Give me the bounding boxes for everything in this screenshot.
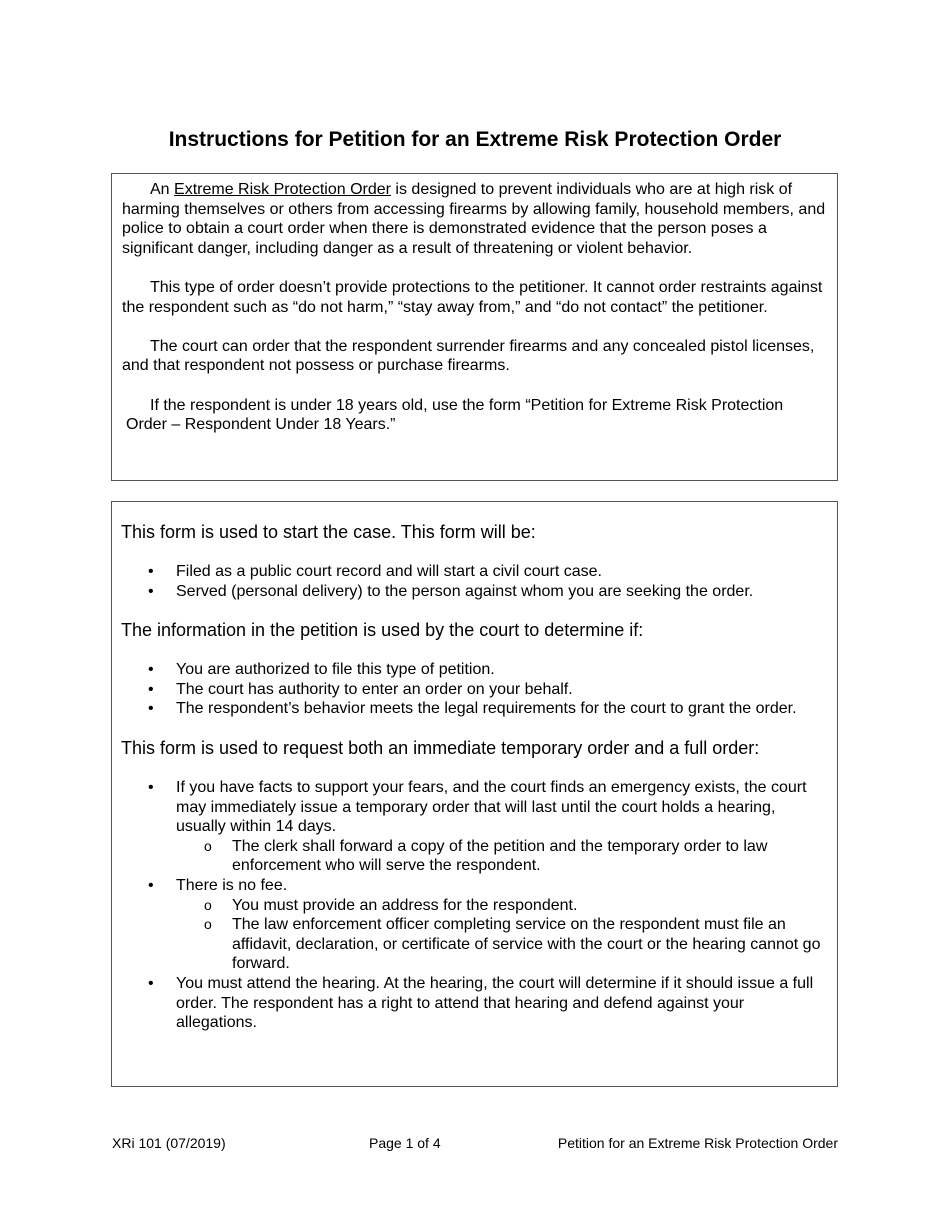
section3-list: [121, 778, 827, 1033]
section1-list: [121, 562, 827, 601]
list-item: • You are authorized to file this type of petition.: [121, 660, 827, 680]
list-item-text: There is no fee.: [176, 876, 288, 894]
page-title: Instructions for Petition for an Extreme Risk Protection Order: [168, 128, 782, 151]
list-item: • Filed as a public court record and will start a civil court case.: [121, 562, 827, 582]
intro-box: [111, 173, 838, 481]
instructions-box: [111, 501, 838, 1087]
list-item: • Served (personal delivery) to the person against whom you are seeking the order.: [121, 582, 827, 602]
sublist: [176, 837, 827, 876]
footer-page-number: Page 1 of 4: [369, 1135, 441, 1151]
footer-form-name: Petition for an Extreme Risk Protection Order: [557, 1135, 838, 1151]
list-item: • The court has authority to enter an order on your behalf.: [121, 680, 827, 700]
intro-paragraph-1: [122, 180, 827, 258]
sublist-item: o The clerk shall forward a copy of the petition and the temporary order to law enforcement who will serve the respondent.: [176, 837, 827, 876]
sublist: [176, 896, 827, 974]
list-item: • You must attend the hearing. At the hearing, the court will determine if it should issue a full order. The respondent has a right to attend that hearing and defend against your allegations.: [121, 974, 827, 1033]
list-item-text: If you have facts to support your fears, and the court finds an emergency exists, the court may immediately issue a temporary order that will last until the court holds a hearing, usually within 14 days.: [176, 778, 807, 836]
footer-form-id: XRi 101 (07/2019): [112, 1135, 226, 1151]
sublist-item: o The law enforcement officer completing service on the respondent must file an affidavit, declaration, or certificate of service with the court or the hearing cannot go forward.: [176, 915, 827, 974]
section3-heading: This form is used to request both an immediate temporary order and a full order:: [121, 737, 760, 758]
intro-text: An: [150, 181, 175, 198]
section2-heading: The information in the petition is used by the court to determine if:: [121, 620, 644, 641]
list-item: [121, 876, 827, 974]
intro-paragraph-3: The court can order that the respondent surrender firearms and any concealed pistol licenses, and that respondent not possess or purchase firearms.: [122, 337, 815, 375]
section2-list: [121, 660, 827, 719]
list-item: • The respondent’s behavior meets the legal requirements for the court to grant the order.: [121, 699, 827, 719]
intro-paragraph-2: This type of order doesn’t provide protections to the petitioner. It cannot order restraints against the respondent such as “do not harm,” “stay away from,” and “do not contact” the petitioner.: [122, 278, 823, 316]
intro-text: is designed to prevent individuals who are at high risk of harming themselves or others from accessing firearms by allowing family, household members, and police to obtain a court order when there is demonstrated evidence that the person poses a significant danger, including danger as a result of threatening or violent behavior.: [122, 181, 826, 257]
sublist-item: o You must provide an address for the respondent.: [176, 896, 827, 916]
section1-heading: This form is used to start the case. This form will be:: [121, 522, 536, 542]
list-item: [121, 778, 827, 876]
erpo-link[interactable]: Extreme Risk Protection Order: [174, 181, 391, 198]
intro-paragraph-4: If the respondent is under 18 years old, use the form “Petition for Extreme Risk Protection Order – Respondent Under 18 Years.”: [126, 396, 784, 434]
